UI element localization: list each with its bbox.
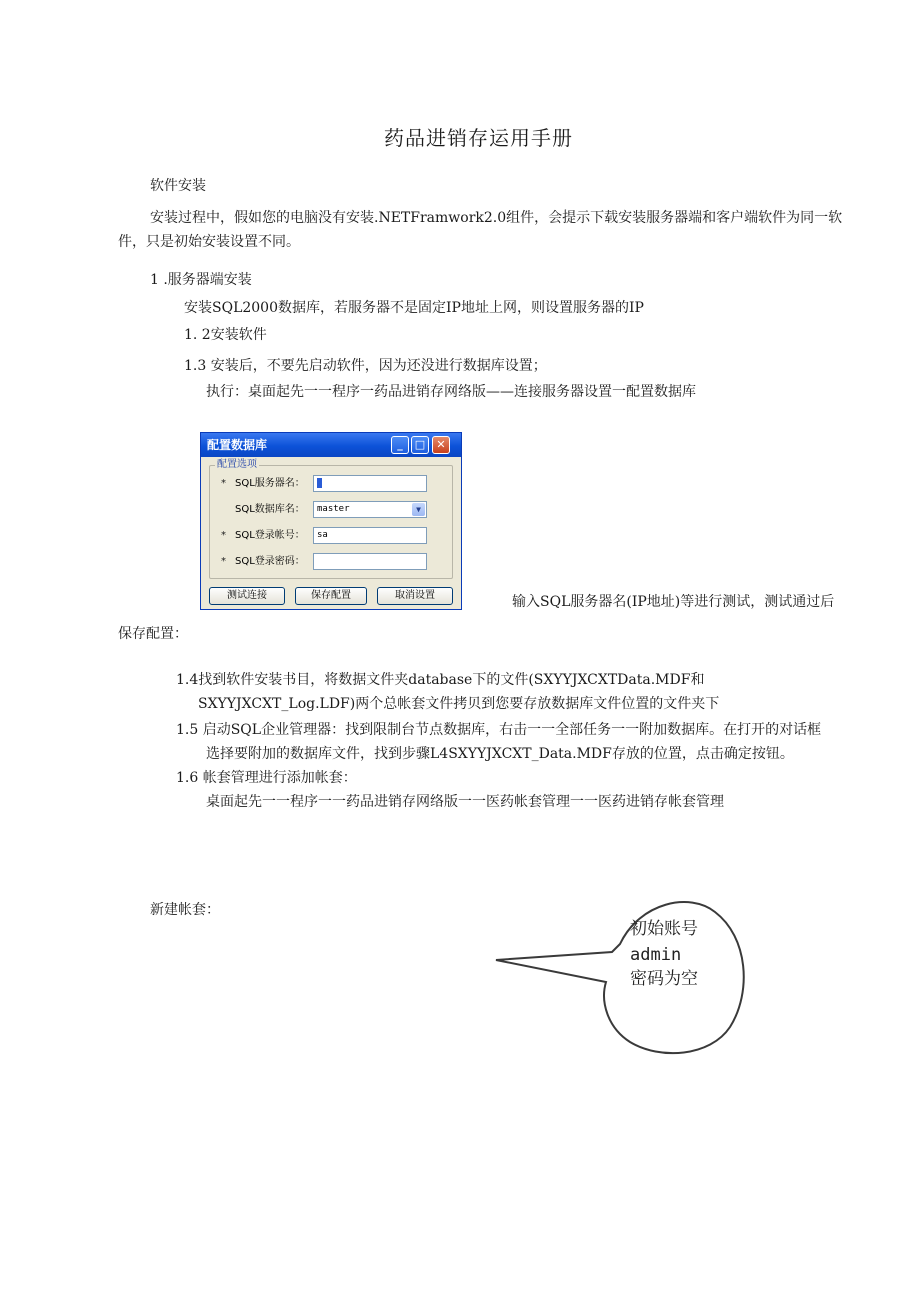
- server-input[interactable]: [313, 475, 427, 492]
- close-button[interactable]: ✕: [432, 436, 450, 454]
- step-text: 1. 2安装软件: [184, 327, 267, 343]
- save-config-button[interactable]: 保存配置: [295, 587, 367, 605]
- section-heading: 新建帐套：: [150, 902, 220, 918]
- database-select[interactable]: [313, 501, 427, 518]
- step-heading: 1 .服务器端安装: [150, 272, 252, 288]
- paragraph-line: 安装过程中，假如您的电脑没有安装.NETFramwork2.0组件，会提示下载安装服务器端和客户端软件为同一软: [150, 210, 843, 226]
- step-text: SXYYJXCXT_Log.LDF)两个总帐套文件拷贝到您要存放数据库文件位置的文件夹下: [198, 696, 720, 712]
- login-input[interactable]: sa: [313, 527, 427, 544]
- bubble-line: admin: [630, 945, 682, 965]
- step-text: 1.3 安装后，不要先启动软件，因为还没进行数据库设置；: [184, 358, 547, 374]
- dialog-title: 配置数据库: [207, 438, 268, 452]
- password-label: SQL登录密码：: [235, 556, 305, 567]
- bubble-outline: [496, 902, 744, 1053]
- login-label: SQL登录帐号：: [235, 530, 305, 541]
- chevron-down-icon[interactable]: ▼: [412, 503, 425, 516]
- database-label: SQL数据库名：: [235, 504, 305, 515]
- paragraph-line: 输入SQL服务器名(IP地址)等进行测试，测试通过后: [512, 594, 835, 610]
- database-value: master: [317, 504, 350, 514]
- speech-bubble: [490, 882, 760, 1062]
- config-database-dialog: [200, 432, 462, 610]
- password-input[interactable]: [313, 553, 427, 570]
- required-marker: *: [221, 478, 226, 489]
- step-path: 执行：桌面起先一一程序一药品进销存网络版——连接服务器设置一配置数据库: [206, 384, 696, 400]
- step-text: 安装SQL2000数据库，若服务器不是固定IP地址上网，则设置服务器的IP: [184, 300, 644, 316]
- required-marker: *: [221, 530, 226, 541]
- step-text: 1.4找到软件安装书目，将数据文件夹database下的文件(SXYYJXCXTData.MDF和: [176, 672, 705, 688]
- options-group-caption: 配置选项: [217, 459, 257, 470]
- section-heading: 软件安装: [150, 178, 206, 194]
- page-title: 药品进销存运用手册: [384, 126, 573, 150]
- text-caret: [317, 478, 322, 488]
- server-label: SQL服务器名：: [235, 478, 305, 489]
- paragraph-line: 件，只是初始安装设置不同。: [118, 234, 300, 250]
- bubble-line: 初始账号: [630, 919, 698, 939]
- minimize-button[interactable]: _: [391, 436, 409, 454]
- maximize-button[interactable]: □: [411, 436, 429, 454]
- step-text: 1.6 帐套管理进行添加帐套：: [176, 770, 357, 786]
- required-marker: *: [221, 556, 226, 567]
- bubble-line: 密码为空: [630, 969, 698, 989]
- step-path: 桌面起先一一程序一一药品进销存网络版一一医药帐套管理一一医药进销存帐套管理: [206, 794, 724, 810]
- test-connection-button[interactable]: 测试连接: [209, 587, 285, 605]
- step-text: 选择要附加的数据库文件，找到步骤L4SXYYJXCXT_Data.MDF存放的位置，点击确定按钮。: [206, 746, 794, 762]
- dialog-titlebar: [201, 433, 461, 457]
- paragraph-line: 保存配置：: [118, 626, 188, 642]
- cancel-settings-button[interactable]: 取消设置: [377, 587, 453, 605]
- step-text: 1.5 启动SQL企业管理器：找到限制台节点数据库，右击一一全部任务一一附加数据库。在打开的对话框: [176, 722, 822, 738]
